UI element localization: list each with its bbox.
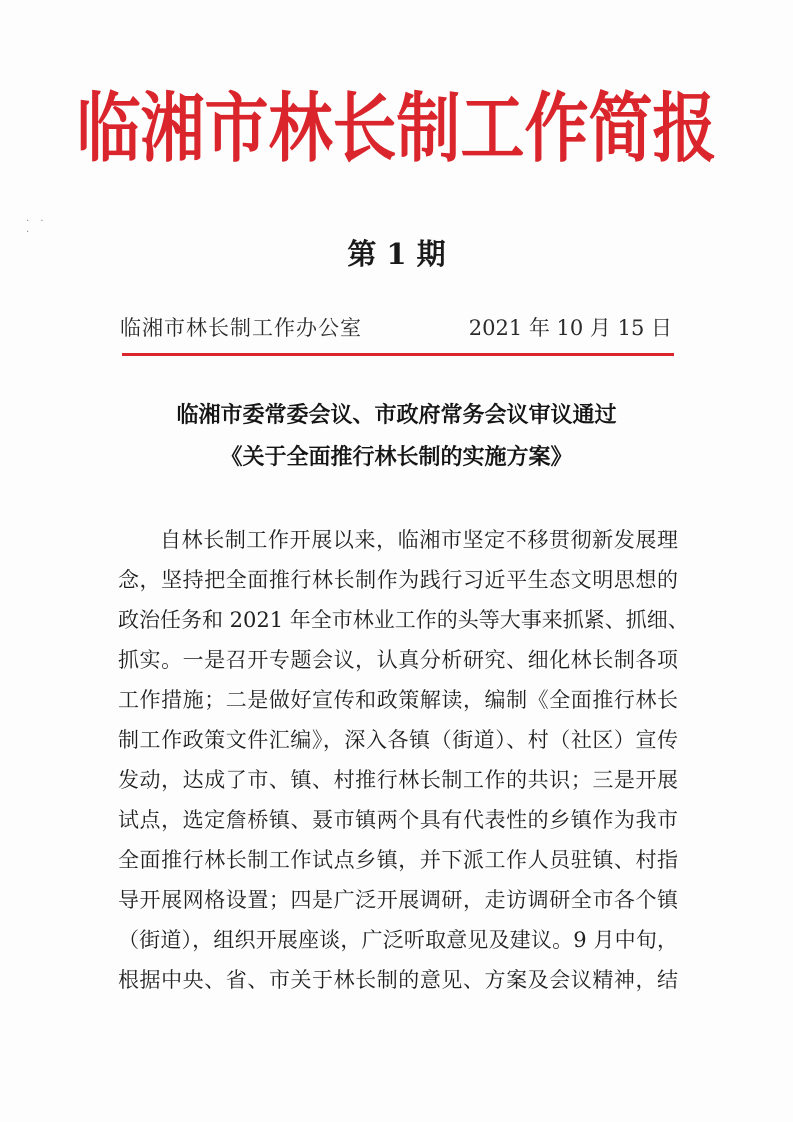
body-line: 全面推行林长制工作试点乡镇，并下派工作人员驻镇、村指: [118, 848, 678, 872]
body-line: 发动，达成了市、镇、村推行林长制工作的共识；三是开展: [118, 768, 678, 792]
body-line: 念，坚持把全面推行林长制作为践行习近平生态文明思想的: [118, 568, 678, 592]
masthead-title: 临湘市林长制工作简报: [76, 86, 717, 174]
headline-line-2: 《关于全面推行林长制的实施方案》: [220, 445, 573, 470]
issue-date: 2021 年 10 月 15 日: [468, 316, 672, 340]
body-line: 工作措施；二是做好宣传和政策解读，编制《全面推行林长: [118, 688, 678, 712]
body-line: 自林长制工作开展以来，临湘市坚定不移贯彻新发展理: [160, 528, 678, 552]
issuing-office: 临湘市林长制工作办公室: [120, 316, 362, 340]
body-line: 导开展网格设置；四是广泛开展调研，走访调研全市各个镇: [118, 888, 678, 912]
body-line: 抓实。一是召开专题会议，认真分析研究、细化林长制各项: [118, 648, 678, 672]
body-line: 政治任务和 2021 年全市林业工作的头等大事来抓紧、抓细、: [118, 608, 689, 632]
body-line: 制工作政策文件汇编》，深入各镇（街道）、村（社区）宣传: [118, 728, 678, 752]
red-divider: [122, 353, 674, 356]
body-text: [118, 520, 689, 1000]
body-line: 根据中央、省、市关于林长制的意见、方案及会议精神，结: [118, 968, 678, 992]
issue-number: 第 1 期: [347, 237, 446, 271]
scan-mark: · · ·: [26, 216, 48, 238]
body-line: 试点，选定詹桥镇、聂市镇两个具有代表性的乡镇作为我市: [118, 808, 678, 832]
headline-line-1: 临湘市委常委会议、市政府常务会议审议通过: [176, 403, 617, 428]
body-line: （街道），组织开展座谈，广泛听取意见及建议。9 月中旬，: [118, 928, 678, 952]
